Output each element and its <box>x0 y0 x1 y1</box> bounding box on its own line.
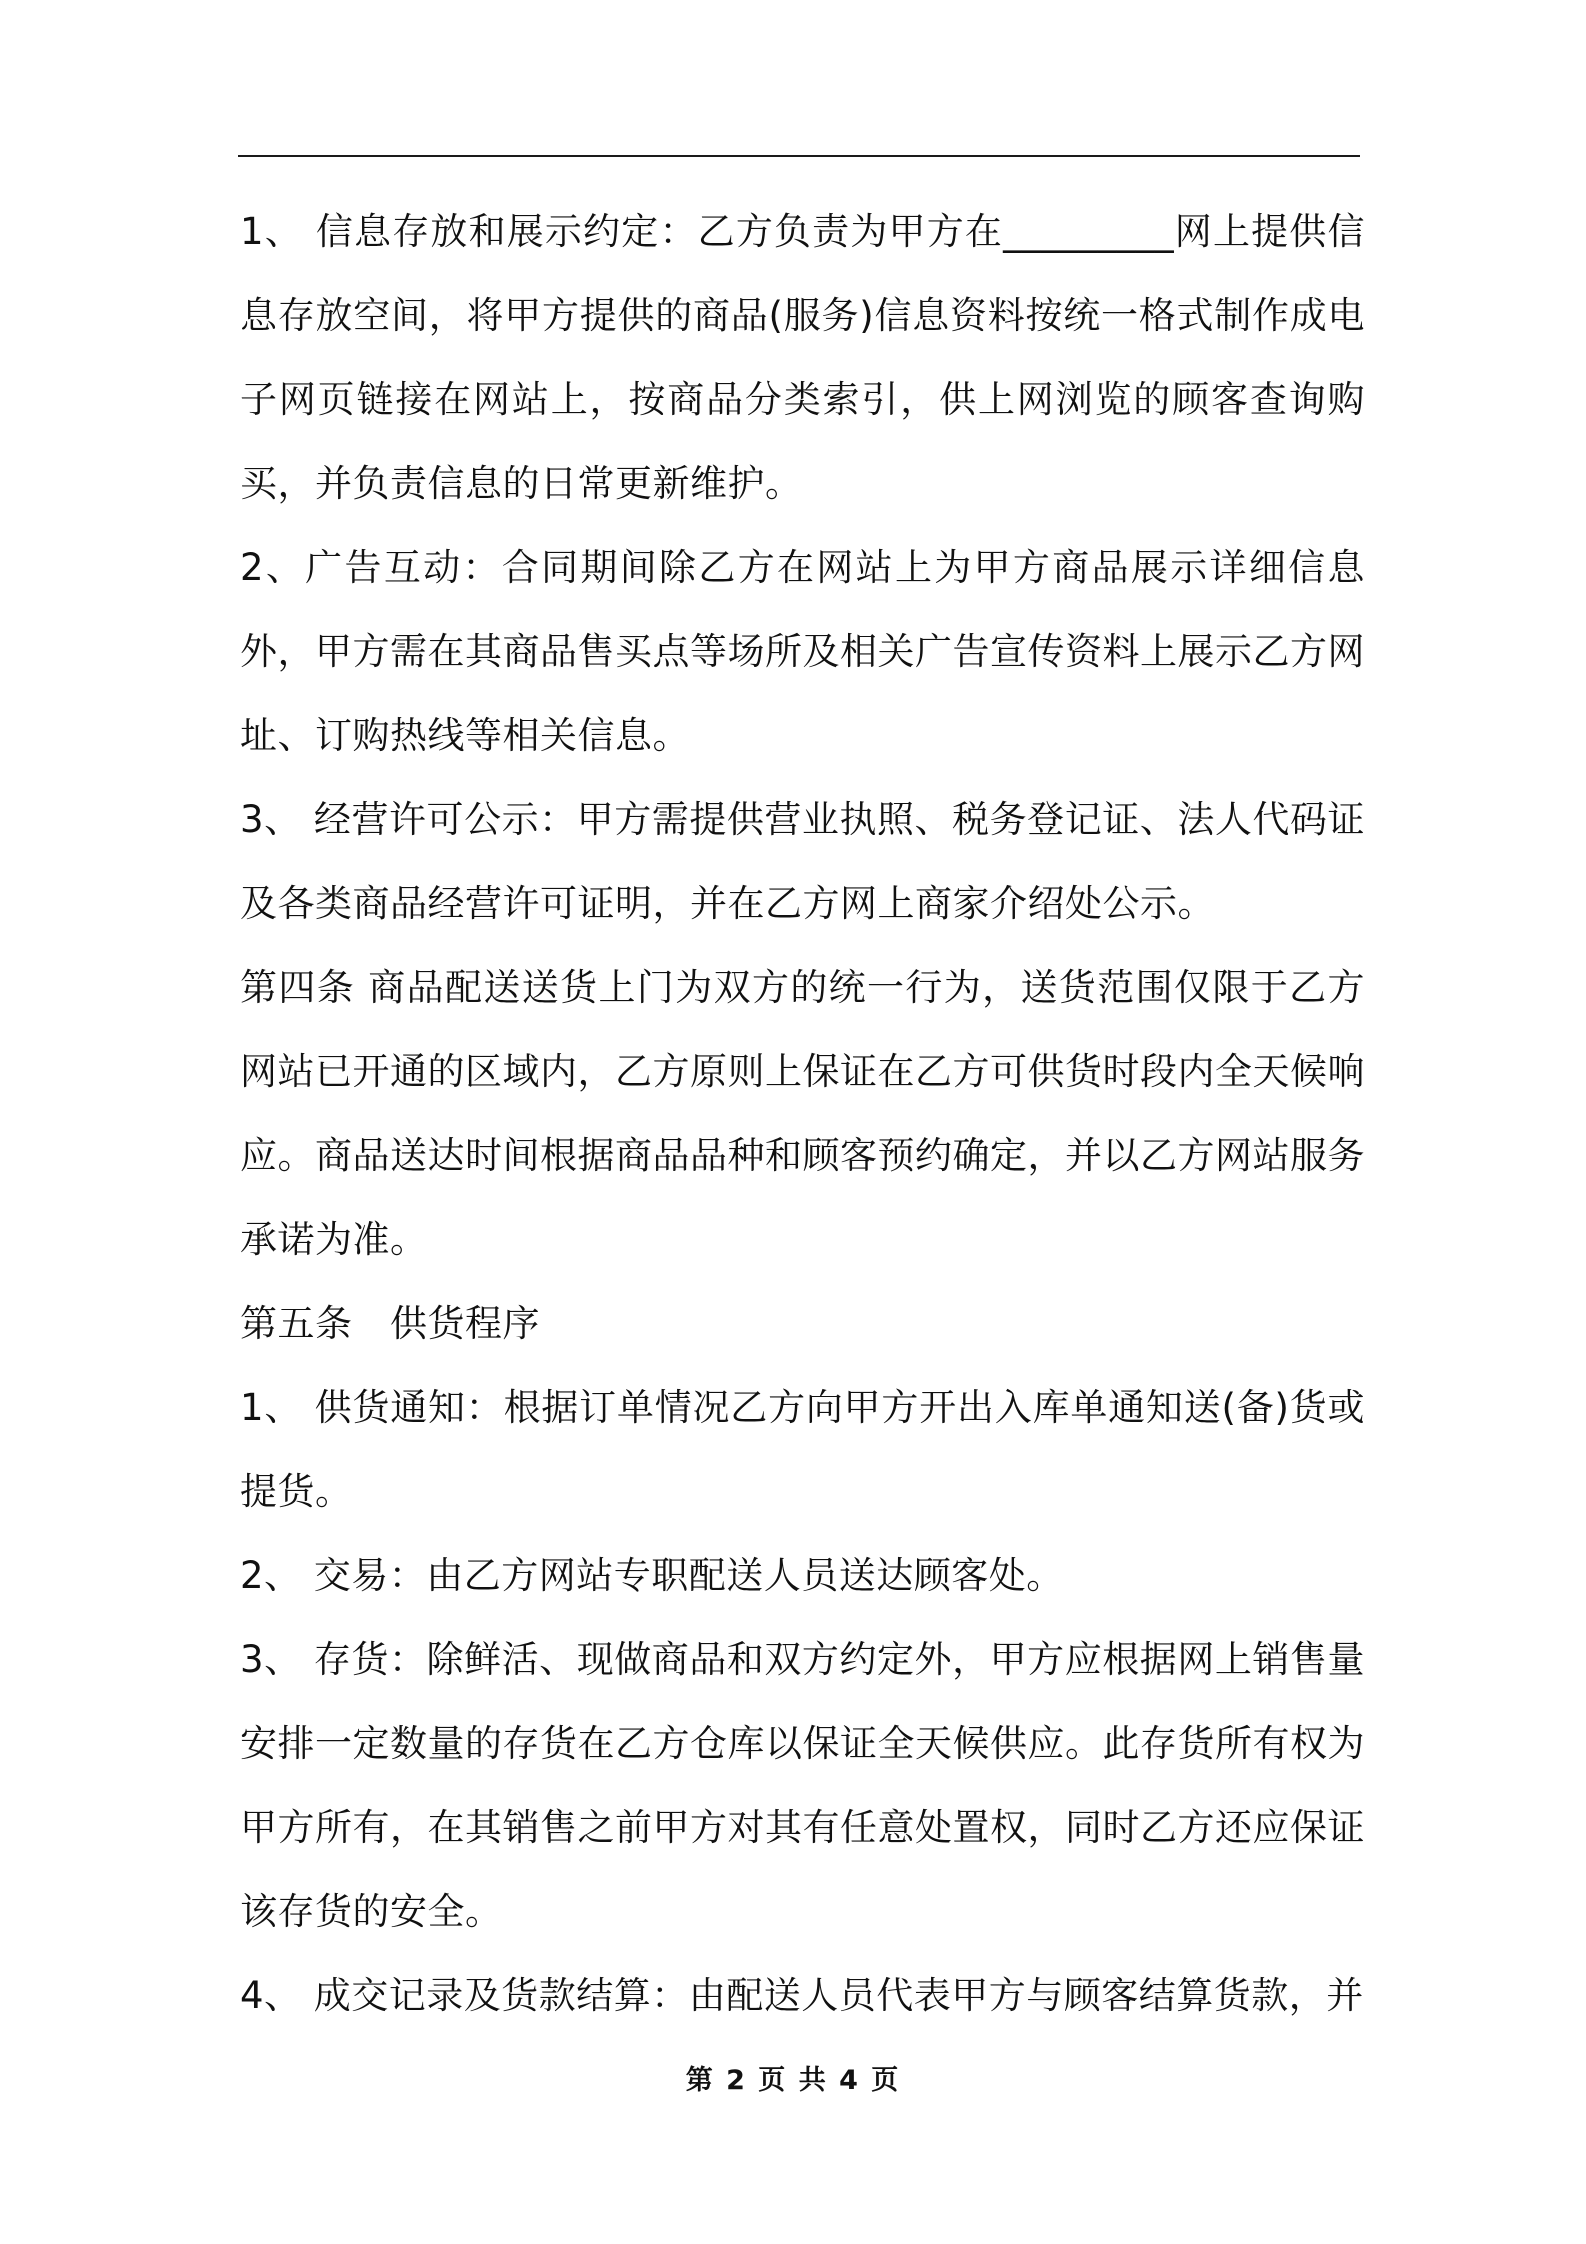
clause-inventory: 3、 存货：除鲜活、现做商品和双方约定外，甲方应根据网上销售量安排一定数量的存货在乙方仓库以保证全天候供应。此存货所有权为甲方所有，在其销售之前甲方对其有任意处置权，同时乙方还应保证该存货的安全。 <box>240 1638 1365 1933</box>
page-number: 第 2 页 共 4 页 <box>685 2065 901 2096</box>
clause-ad-interaction: 2、广告互动：合同期间除乙方在网站上为甲方商品展示详细信息外，甲方需在其商品售买点等场所及相关广告宣传资料上展示乙方网址、订购热线等相关信息。 <box>240 546 1365 757</box>
document-body <box>240 190 1365 2038</box>
clause-info-storage: 1、 信息存放和展示约定：乙方负责为甲方在_________网上提供信息存放空间，将甲方提供的商品(服务)信息资料按统一格式制作成电子网页链接在网站上，按商品分类索引，供上网浏览的顾客查询购买，并负责信息的日常更新维护。 <box>240 210 1365 505</box>
clause-transaction: 2、 交易：由乙方网站专职配送人员送达顾客处。 <box>240 1554 1064 1597</box>
clause-license-disclosure: 3、 经营许可公示：甲方需提供营业执照、税务登记证、法人代码证及各类商品经营许可证明，并在乙方网上商家介绍处公示。 <box>240 798 1365 925</box>
article-four-delivery: 第四条 商品配送送货上门为双方的统一行为，送货范围仅限于乙方网站已开通的区域内，乙方原则上保证在乙方可供货时段内全天候响应。商品送达时间根据商品品种和顾客预约确定，并以乙方网站服务承诺为准。 <box>240 966 1365 1261</box>
clause-supply-notice: 1、 供货通知：根据订单情况乙方向甲方开出入库单通知送(备)货或提货。 <box>240 1386 1365 1513</box>
article-five-heading: 第五条 供货程序 <box>240 1302 540 1345</box>
clause-settlement: 4、 成交记录及货款结算：由配送人员代表甲方与顾客结算货款，并 <box>240 1974 1364 2017</box>
header-divider <box>238 155 1360 157</box>
